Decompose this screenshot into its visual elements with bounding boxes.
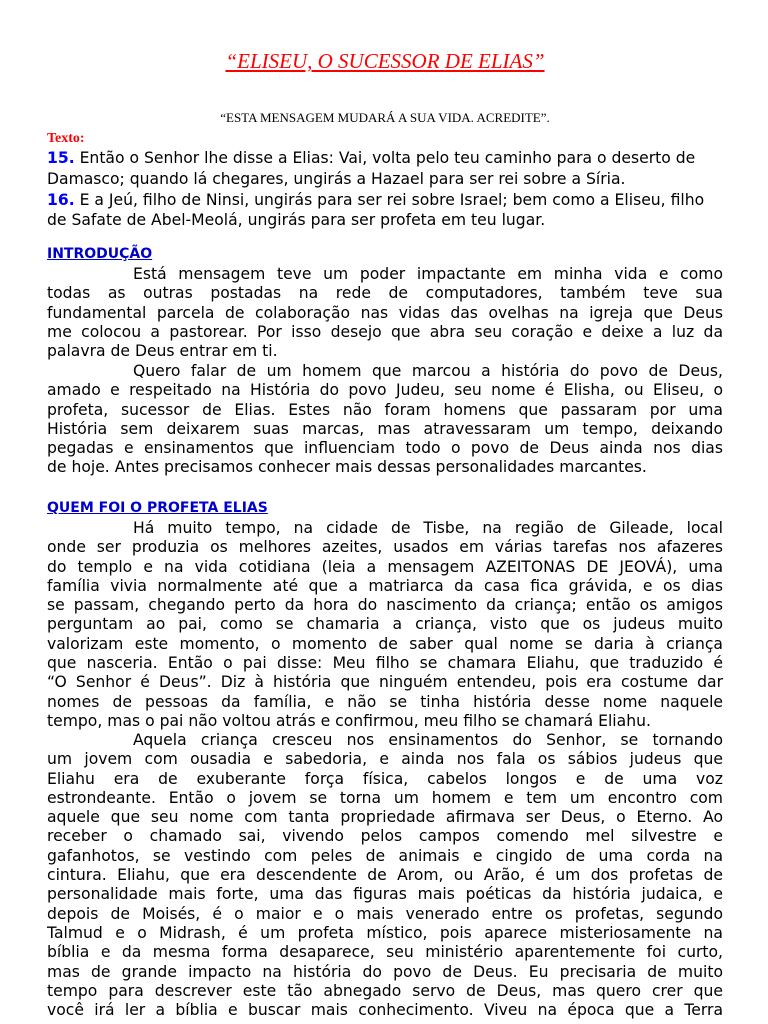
paragraph-line: pegadas e ensinamentos que influenciam todo o povo de Deus ainda nos dias xyxy=(47,439,723,458)
paragraph-line: cintura. Eliahu, que era descendente de Arom, ou Arão, é um dos profetas de xyxy=(47,866,723,885)
paragraph-line: se passam, chegando perto da hora do nascimento da criança; então os amigos xyxy=(47,596,723,615)
verse-16 xyxy=(47,190,723,232)
paragraph-line: me colocou a pastorear. Por isso desejo que abra seu coração e deixe a luz da xyxy=(47,322,723,341)
paragraph-line: fundamental parcela de colaboração nas vidas das ovelhas na igreja que Deus xyxy=(47,303,723,322)
verse-number: 16. xyxy=(47,190,75,209)
paragraph-line: Está mensagem teve um poder impactante em minha vida e como xyxy=(133,265,723,283)
verse-number: 15. xyxy=(47,149,75,167)
paragraph-line: profeta, sucessor de Elias. Estes não foram homens que passaram por uma xyxy=(47,400,723,419)
paragraph-line: Eliahu era de exuberante força física, cabelos longos e de uma voz xyxy=(47,769,723,788)
document-title: “ELISEU, O SUCESSOR DE ELIAS” xyxy=(225,49,545,73)
paragraph-line: mas de grande impacto na história do povo de Deus. Eu precisaria de muito xyxy=(47,962,723,981)
paragraph-line: amado e respeitado na História do povo Judeu, seu nome é Elisha, ou Eliseu, o xyxy=(47,381,723,400)
paragraph xyxy=(47,362,723,478)
paragraph-line: bíblia e da mesma forma desaparece, seu ministério aparentemente foi curto, xyxy=(47,943,723,962)
paragraph-line: tempo, mas o pai não voltou atrás e confirmou, meu filho se chamará Eliahu. xyxy=(47,711,651,730)
paragraph-line: História sem deixarem suas marcas, mas atravessaram um tempo, deixando xyxy=(47,419,723,438)
paragraph-line: gafanhotos, se vestindo com peles de animais e cingido de uma corda na xyxy=(47,846,723,865)
paragraph-line: que nasceria. Então o pai disse: Meu filho se chamara Eliahu, que traduzido é xyxy=(47,654,723,673)
section-heading: QUEM FOI O PROFETA ELIAS xyxy=(47,500,268,516)
paragraph-line: depois de Moisés, é o maior e o mais venerado entre os profetas, segundo xyxy=(47,904,723,923)
paragraph-line: um jovem com ousadia e sabedoria, e ainda nos fala os sábios judeus que xyxy=(47,750,723,769)
paragraph xyxy=(47,265,723,361)
paragraph-line: Aquela criança cresceu nos ensinamentos do Senhor, se tornando xyxy=(133,731,723,749)
paragraph-line: família vivia normalmente até que a matriarca da casa fica grávida, e os dias xyxy=(47,576,723,595)
paragraph-line: nomes de pessoas da família, e não se tinha história desse nome naquele xyxy=(47,692,723,711)
paragraph-line: palavra de Deus entrar em ti. xyxy=(47,342,278,361)
texto-label: Texto: xyxy=(47,131,85,146)
paragraph-line: receber o chamado sai, vivendo pelos campos comendo mel silvestre e xyxy=(47,827,723,846)
paragraph-line: estrondeante. Então o jovem se torna um homem e tem um encontro com xyxy=(47,788,723,807)
paragraph-line: Quero falar de um homem que marcou a história do povo de Deus, xyxy=(133,362,723,380)
paragraph-line: Há muito tempo, na cidade de Tisbe, na região de Gileade, local xyxy=(133,519,723,537)
verse-15 xyxy=(47,148,723,190)
verse-text: E a Jeú, filho de Ninsi, ungirás para ser rei sobre Israel; bem como a Eliseu, filho de Safate de Abel-Meolá, ungirás para ser profeta em teu lugar. xyxy=(47,190,705,230)
paragraph-line: “O Senhor é Deus”. Diz à história que ninguém entendeu, pois era costume dar xyxy=(47,673,723,692)
paragraph-line: Talmud e o Midrash, é um profeta místico, pois aparece misteriosamente na xyxy=(47,923,723,942)
scripture-verses xyxy=(47,148,723,231)
paragraph-line: aquele que seu nome com tanta propriedade afirmava ser Deus, o Eterno. Ao xyxy=(47,808,723,827)
paragraph-line: personalidade mais forte, uma das figuras mais poéticas da história judaica, e xyxy=(47,885,723,904)
paragraph-line: onde ser produzia os melhores azeites, usados em várias tarefas nos afazeres xyxy=(47,538,723,557)
paragraph-line: todas as outras postadas na rede de computadores, também teve sua xyxy=(47,284,723,303)
verse-text: Então o Senhor lhe disse a Elias: Vai, volta pelo teu caminho para o deserto de Damasco; quando lá chegares, ungirás a Hazael para ser rei sobre a Síria. xyxy=(47,149,696,188)
paragraph-line: tempo para descrever este tão abnegado servo de Deus, mas quero crer que xyxy=(47,981,723,1000)
section-heading: INTRODUÇÃO xyxy=(47,246,153,262)
paragraph-line: perguntam ao pai, como se chamaria a criança, visto que os judeus muito xyxy=(47,615,723,634)
paragraph xyxy=(47,519,723,731)
paragraph-line: você irá ler a bíblia e buscar mais conhecimento. Viveu na época que a Terra xyxy=(47,1001,723,1020)
paragraph-line: do templo e na vida cotidiana (leia a mensagem AZEITONAS DE JEOVÁ), uma xyxy=(47,557,723,576)
paragraph-line: valorizam este momento, o momento de saber qual nome se daria à criança xyxy=(47,634,723,653)
paragraph-line: de hoje. Antes precisamos conhecer mais dessas personalidades marcantes. xyxy=(47,458,647,477)
document-subtitle: “ESTA MENSAGEM MUDARÁ A SUA VIDA. ACREDITE”. xyxy=(220,110,550,125)
paragraph xyxy=(47,731,723,1020)
